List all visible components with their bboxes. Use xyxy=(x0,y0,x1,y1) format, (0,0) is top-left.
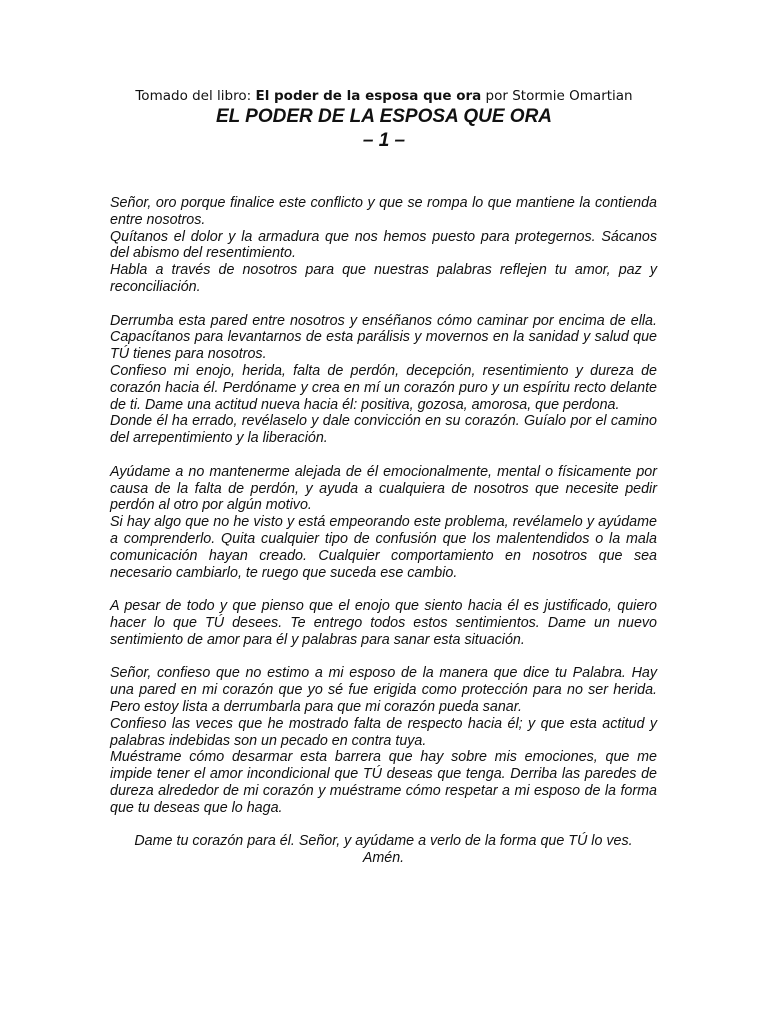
source-book-title: El poder de la esposa que ora xyxy=(255,88,482,104)
source-line xyxy=(0,88,768,104)
closing-line: Amén. xyxy=(362,850,405,867)
prayer-paragraph: Señor, confieso que no estimo a mi esposo de la manera que dice tu Palabra. Hay una pared en mi corazón que yo sé fue erigida como protección para no ser herida. Pero estoy lista a derrumbarla para que mi corazón pueda sanar. xyxy=(110,665,657,715)
prayer-paragraph: Derrumba esta pared entre nosotros y enséñanos cómo caminar por encima de ella. Capacítanos para levantarnos de esta parálisis y movernos en la sanidad y salud que TÚ tienes para nosotros. xyxy=(110,312,657,363)
source-author: por Stormie Omartian xyxy=(481,88,633,104)
prayer-number: – 1 – xyxy=(362,130,406,151)
prayer-paragraph: Confieso las veces que he mostrado falta de respecto hacia él; y que esta actitud y palabras indebidas son un pecado en contra tuya. xyxy=(110,715,657,749)
paragraph-gap xyxy=(110,816,657,833)
prayer-paragraph: Donde él ha errado, revélaselo y dale convicción en su corazón. Guíalo por el camino del arrepentimiento y la liberación. xyxy=(110,413,657,447)
prayer-paragraph: A pesar de todo y que pienso que el enojo que siento hacia él es justificado, quiero hacer lo que TÚ desees. Te entrego todos estos sentimientos. Dame un nuevo sentimiento de amor para él y palabras para sanar esta situación. xyxy=(110,598,657,648)
document-title: EL PODER DE LA ESPOSA QUE ORA xyxy=(215,106,553,127)
prayer-body xyxy=(110,195,657,867)
prayer-paragraph: Ayúdame a no mantenerme alejada de él emocionalmente, mental o físicamente por causa de la falta de perdón, y ayuda a cualquiera de nosotros que necesite pedir perdón al otro por algún motivo. xyxy=(110,463,657,514)
source-prefix: Tomado del libro: xyxy=(135,88,256,104)
paragraph-gap xyxy=(110,296,657,313)
prayer-paragraph: Señor, oro porque finalice este conflicto y que se rompa lo que mantiene la contienda entre nosotros. xyxy=(110,195,657,228)
prayer-paragraph: Confieso mi enojo, herida, falta de perdón, decepción, resentimiento y dureza de corazón hacia él. Perdóname y crea en mí un corazón puro y un espíritu recto delante de ti. Dame una actitud nueva hacia él: positiva, gozosa, amorosa, que perdona. xyxy=(110,362,657,413)
prayer-paragraph: Si hay algo que no he visto y está empeorando este problema, revélamelo y ayúdame a comprenderlo. Quita cualquier tipo de confusión que los malentendidos o la mala comunicación hayan creado. Cualquier comportamiento en nosotros que sea necesario cambiarlo, te ruego que suceda ese cambio. xyxy=(110,514,657,581)
paragraph-gap xyxy=(110,447,657,464)
paragraph-gap xyxy=(110,649,657,666)
prayer-paragraph: Habla a través de nosotros para que nuestras palabras reflejen tu amor, paz y reconciliación. xyxy=(110,262,657,295)
closing-line: Dame tu corazón para él. Señor, y ayúdame a verlo de la forma que TÚ lo ves. xyxy=(134,833,633,850)
prayer-paragraph: Muéstrame cómo desarmar esta barrera que hay sobre mis emociones, que me impide tener el amor incondicional que TÚ deseas que tenga. Derriba las paredes de dureza alrededor de mi corazón y muéstrame cómo respetar a mi esposo de la forma que tu deseas que lo haga. xyxy=(110,749,657,816)
prayer-paragraph: Quítanos el dolor y la armadura que nos hemos puesto para protegernos. Sácanos del abismo del resentimiento. xyxy=(110,228,657,262)
paragraph-gap xyxy=(110,581,657,598)
